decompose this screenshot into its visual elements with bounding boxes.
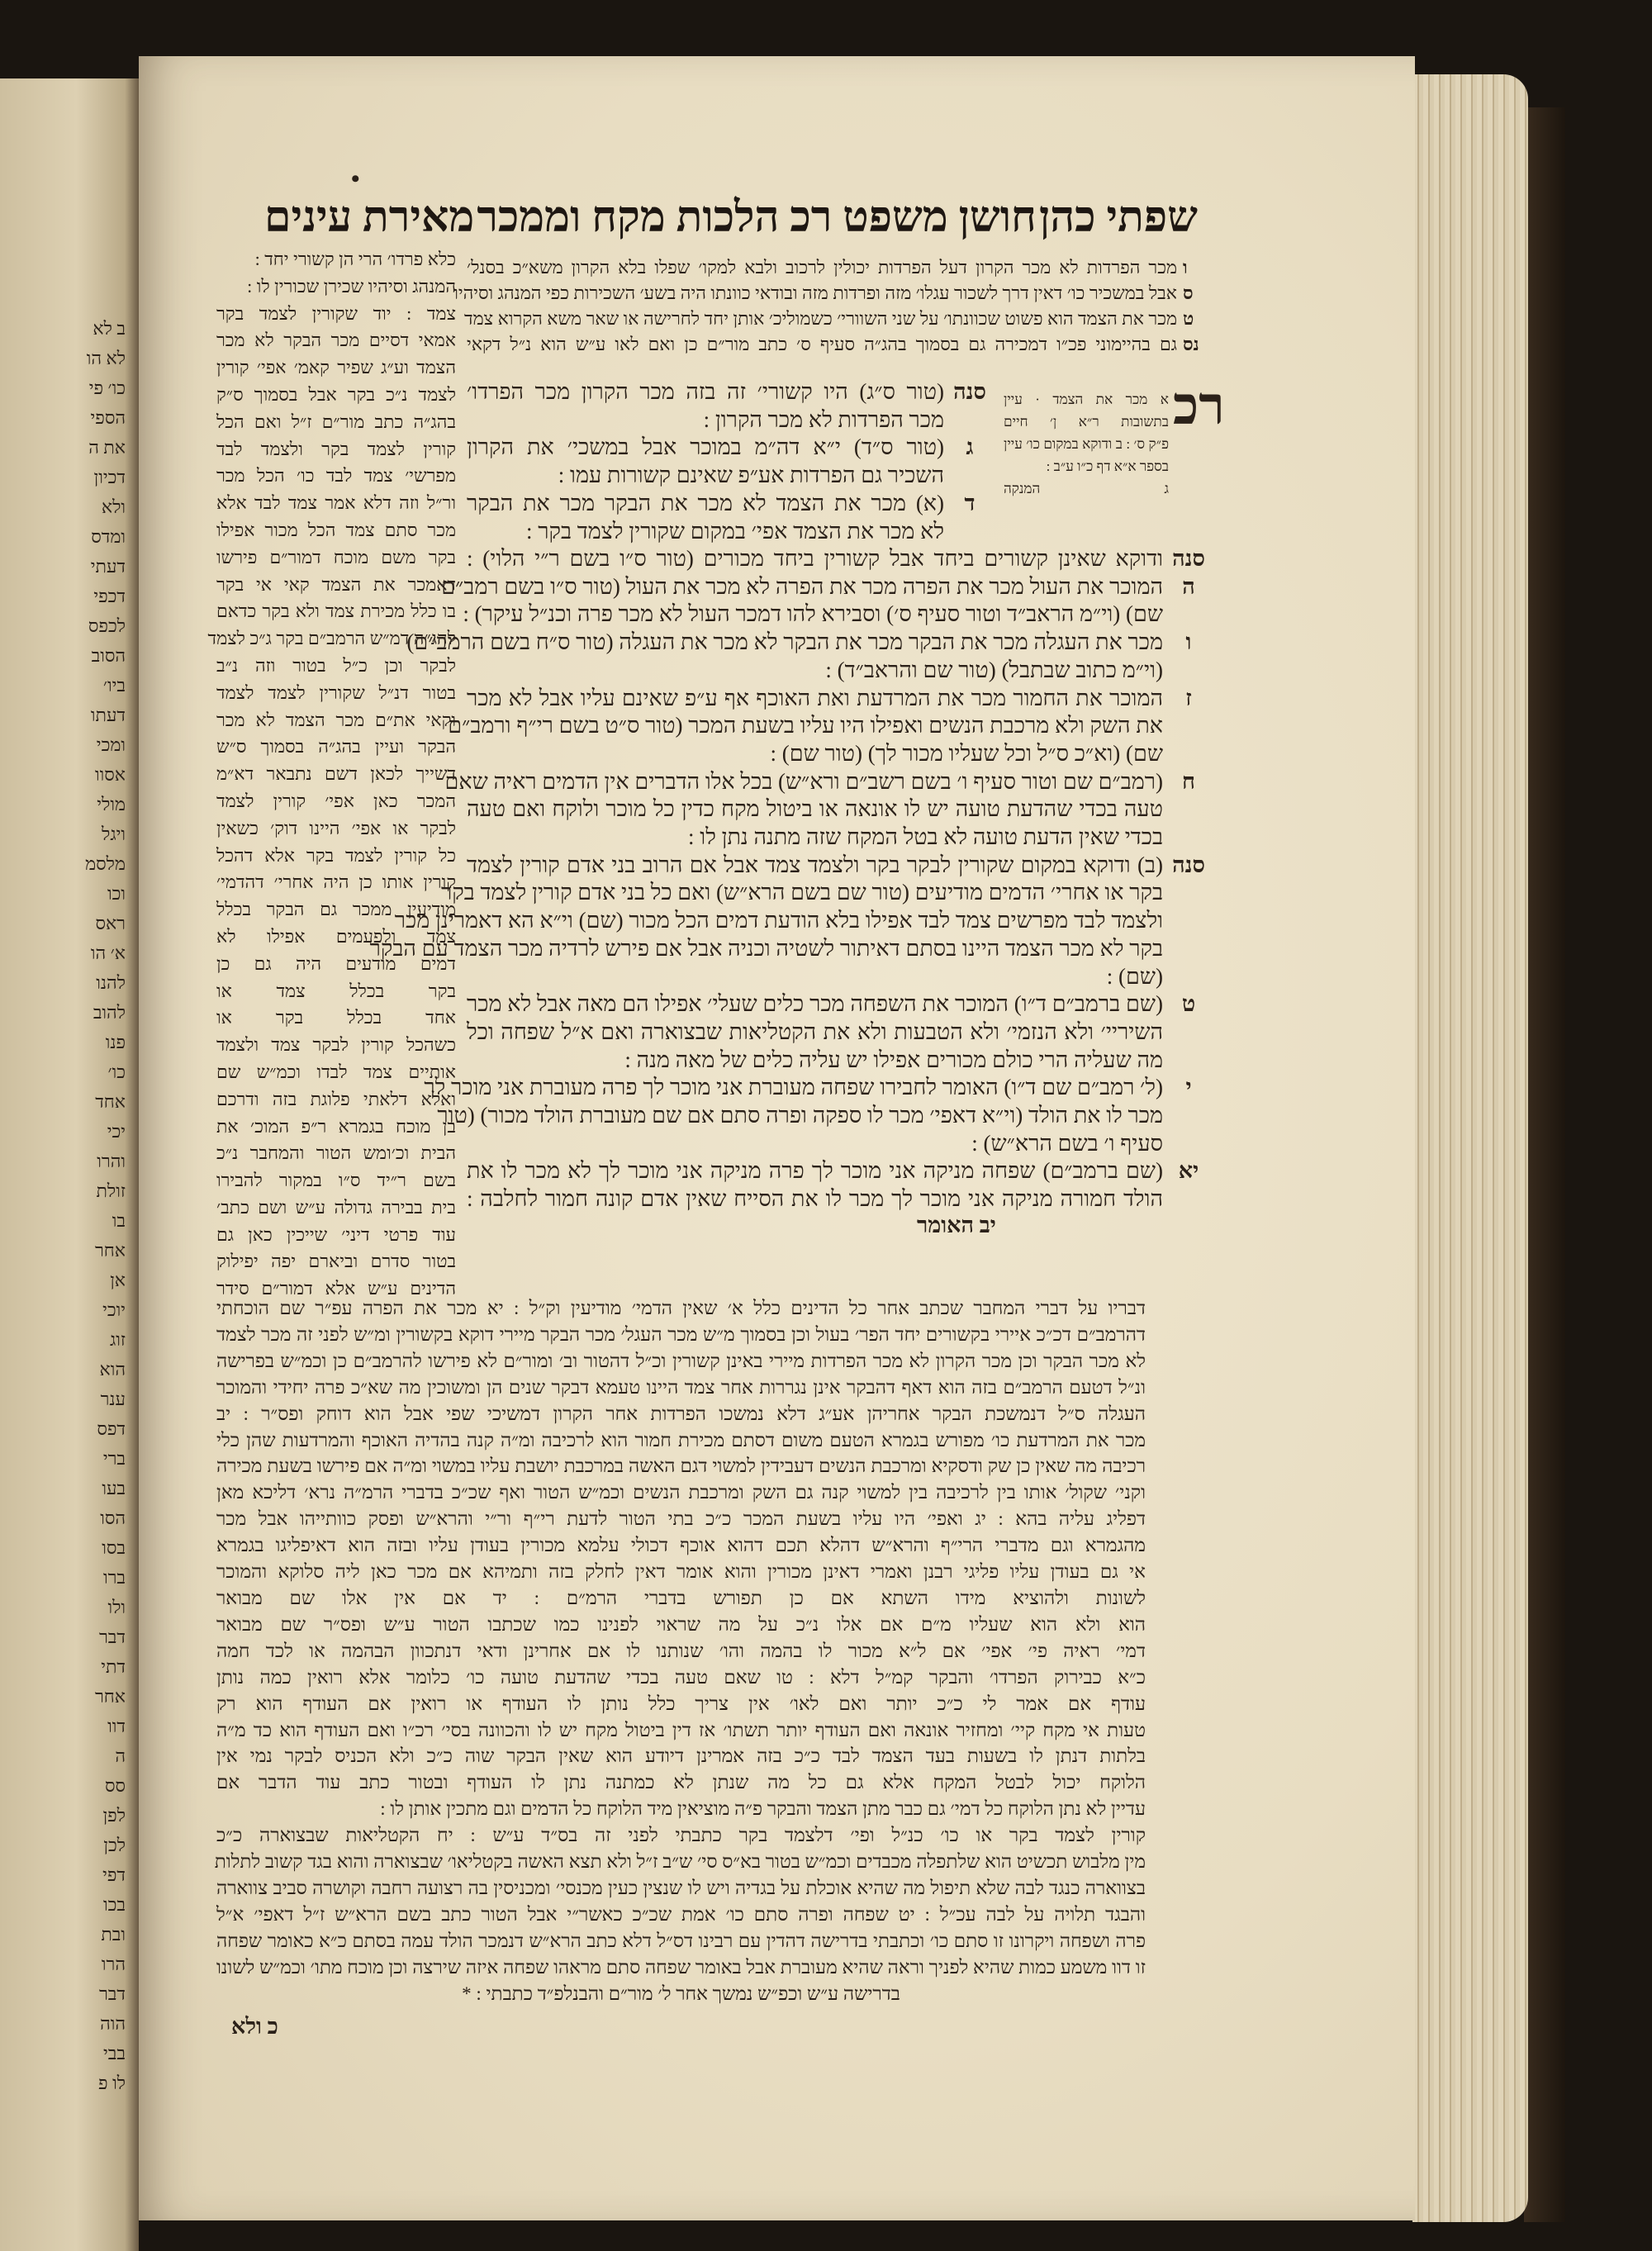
text-line-content: סעיף ו׳ בשם הרא״ש) : (971, 1130, 1163, 1156)
facing-page-line: והרו (97, 1151, 126, 1171)
commentary-line: בשם ר״יד ס״ו במקור להבירו (216, 1170, 456, 1191)
commentary-line: דבריו על דברי המחבר שכתב אחר כל הדינים כלל א׳ שאין הדמי׳ מודיעין וק״ל : יא מכר את הפרה עפ״ר שם הוכחתי (216, 1298, 1146, 1318)
commentary-line: מודיעין ממכר גם הבקר בכלל (216, 899, 456, 920)
commentary-line: צמד : יוד שקורין לצמד בקר (216, 302, 456, 324)
commentary-line: לבקר או אפי׳ היינו דוק׳ כשאין (216, 817, 456, 838)
text-line (467, 1019, 1214, 1047)
next-section-heading: יב האומר (917, 1213, 996, 1237)
facing-page-line: דבר (99, 1983, 126, 2004)
text-line (441, 573, 1214, 601)
commentary-marker: ו (1183, 257, 1188, 278)
header-left-title: מאירת עינים (264, 193, 475, 241)
commentary-line: לשונות ולהוציא מידו השתא אם כן תפורש בדברי הרמ״ם : יד אם אין אלו שם מבואר (216, 1587, 1146, 1608)
commentary-line: דמים מודעים היה גם כן (216, 952, 456, 974)
paragraph-marker: סנה (1172, 852, 1205, 877)
facing-page-line: סס (104, 1775, 126, 1796)
facing-page-line: דכפי (93, 586, 126, 606)
text-line-content: את השק ולא מרכבת הנשים ואפילו היו עליו בשעת המכר (טור ס״ט בשם רי״ף ורמב״ם (448, 713, 1163, 738)
paragraph-marker (1163, 740, 1214, 768)
text-line-content: מכר את העגלה מכר את הבקר מכר את הבקר לא מכר את העגלה (טור ס״ח בשם הרמב״ם) (406, 629, 1163, 655)
text-line (467, 657, 1214, 685)
facing-page-line: דעתו (90, 705, 126, 725)
paragraph-marker: סנה (953, 379, 986, 404)
commentary-line: מפרשי׳ צמד לבד כו׳ הכל מכר (216, 465, 456, 487)
text-line-content: לא מכר את הצמד אפי׳ במקום שקורין לצמד בקר : (526, 518, 944, 544)
text-line-content: מה שעליה הרי כולם מכורים אפילו יש עליה כלים של מאה מנה : (624, 1047, 1163, 1072)
facing-page (0, 78, 139, 2251)
facing-page-line: ביו׳ (102, 675, 126, 696)
commentary-line: אמאי דסיים מכר הבקר לא מכר (216, 330, 456, 351)
commentary-line: פרה ושפחה ויקרונו זו סתם כו׳ וכתבתי בדרישה דהדין עם רבינו דס״ל דלא כתב הרא״ש דנמכר הולד עמה בסתם כ״א כאומר שפחה (216, 1930, 1146, 1951)
facing-page-line: כו׳ פי (88, 378, 126, 398)
commentary-marker: ט (1183, 308, 1194, 329)
commentary-line: רכיבה מה שאין כן שק ודסקיא ומרכבת הנשים דעבידין למשוי דגם האשה במרכבת יושבת עליו במשוי ומ״ה אם פירשו בשעת מכירה (216, 1456, 1146, 1477)
commentary-line: בצווארה כנגד לבה שלא תיפול מה שהיא אוכלת על בגדיה ויש לו שנצין כעין מכנסי׳ ומכניסין בה רצועה רחבה וקושרה סביב צווארה (216, 1877, 1146, 1898)
text-line (467, 462, 995, 490)
commentary-line: בית בבירה גדולה ע״ש ושם כתב׳ (216, 1196, 456, 1218)
text-line-content: השיריי׳ ולא הנזמי׳ ולא הטבעות ולא את הקטליאות שבצוארה ואם א״ל שפחה וכל (467, 1019, 1163, 1044)
commentary-marker: ס (1183, 283, 1194, 303)
commentary-line: זו דוו משמע כמות שהיא לפניך וראה שהיא מעוברת אבל באומר שפחה סתם מראהו שפחה איזה שירצה וכן מוכח מתו׳ וכמ״ש לשונו (216, 1956, 1146, 1978)
paragraph-marker: ה (1182, 573, 1195, 599)
commentary-line: לבקר וכן כ״ל בטור וזה נ״ב (216, 654, 456, 676)
text-line (440, 879, 1214, 907)
text-line-content: (שם ברמב״ם) שפחה מניקה אני מוכר לך פרה מניקה אני מוכר לך לא מכר לו את (467, 1158, 1163, 1184)
facing-page-line: אחר (94, 1686, 126, 1707)
commentary-line: עודף אם אמר לי כ״כ יותר ואם לאו׳ אין צריך כלל נותן לו העודף או רואין אם העודף הוא רק (216, 1693, 1146, 1714)
text-line (369, 935, 1214, 963)
text-line (467, 1130, 1214, 1158)
commentary-line: לא מכר הבקר וכן מכר הקרון לא מכר הפרדות מיירי באינן קשורין וכ״ל דהטור וב׳ ומור״ם לא פירשו להרמב״ם כן וכמ״ש בפרישה (216, 1350, 1146, 1371)
text-line (467, 378, 995, 406)
commentary-line: אחד בכלל בקר או (216, 1007, 456, 1028)
text-line-content: (רמב״ם שם וטור סעיף ו׳ בשם רשב״ם ורא״ש) בכל אלו הדברים אין הדמים ראיה שאם (444, 768, 1163, 794)
facing-page-line: דתי (101, 1656, 126, 1677)
facing-page-line: הספי (90, 407, 126, 428)
text-line-content: מכר הפרדות לא מכר הקרון : (703, 406, 944, 432)
text-line-content: מכר לו את הולד (וי״א דאפי׳ מכר לו ספקה ופרה סתם אם שם מעוברת הולד מכור) (טור (437, 1103, 1163, 1128)
text-line (394, 907, 1214, 935)
facing-page-line: יכי (107, 1121, 126, 1142)
paragraph-marker (944, 518, 995, 546)
book-cover-edge (1524, 107, 1565, 2222)
facing-page-line: ב לא (93, 318, 126, 339)
commentary-line: להג״ה דמ״ש הרמב״ם בקר ג״כ לצמד (207, 628, 456, 649)
commentary-line: והבגד תלויה על לבה עכ״ל : יט שפחה ופרה סתם כו׳ אמת שכ״כ כאשר״י אבל הטור כתב בשם הרא״ש ז״ל דאפי׳ א״ל (216, 1903, 1146, 1925)
paragraph-marker (1163, 1185, 1214, 1213)
commentary-line: העגלה ס״ל דנמשכת הבקר אחריהן אע״ג דלא נמשכו הפרדות אחר הקרון דמשיכי שפי אבל הוא דוחק ופס״ר : יב (216, 1403, 1146, 1424)
commentary-line: המכר כאן אפי׳ קורין לצמד (216, 790, 456, 811)
facing-page-line: בכו (103, 1894, 126, 1915)
text-line-content: בקר לא מכר הצמד היינו בסתם דאיתור לשטיה וכניה אבל אם פירש לרדיה מכר הצמד עם הבקר (369, 935, 1163, 961)
facing-page-line: יוכי (102, 1299, 126, 1320)
paragraph-marker (1163, 712, 1214, 740)
facing-page-line: בו (112, 1210, 126, 1231)
commentary-line: מכר סתם צמד הכל מכור אפילו (216, 519, 456, 540)
commentary-line: לצמד נ״כ בקר אבל בסמוך ס״ק (216, 383, 456, 405)
facing-page-line: לא הו (86, 348, 126, 368)
text-line-content: הולד חמורה מניקה אני מוכר לך מכר לו את הסייח שאין אדם קונה חמור לחלבה : (467, 1186, 1163, 1212)
commentary-line: עדיין לא נתן הלוקח כל דמי׳ גם כבר מתן הצמד והבקר פ״ה מוציאין מיד הלוקח כל הדמים וגם מתכין אותן לו : (380, 1798, 1146, 1820)
commentary-line: מכר הפרדות לא מכר הקרון דעל הפרדות יכולין לרכוב ולבא למקו׳ שפלו בלא הקרון משא״כ בסנל׳ (467, 257, 1177, 278)
note-line: ג המנקה (1004, 481, 1169, 496)
text-line (467, 1047, 1214, 1075)
facing-page-line: אחד (95, 1091, 126, 1112)
paragraph-marker (1163, 935, 1214, 963)
facing-page-line: דכיון (93, 467, 126, 487)
commentary-line: קורין לצמד בקר או כו׳ כנ״ל ופי׳ דלצמד בקר כתבתי לפני זה בס״ד ע״ש : יח הקטליאות שבצוארה כ״כ (216, 1825, 1146, 1846)
paragraph-marker: סנה (1172, 546, 1205, 571)
text-line (467, 852, 1214, 880)
paragraph-marker (1163, 879, 1214, 907)
paragraph-marker (1163, 1130, 1214, 1158)
running-header (264, 188, 1198, 246)
facing-page-text (10, 314, 126, 2098)
paragraph-marker (944, 462, 995, 490)
text-line (467, 685, 1214, 713)
header-ornament: • (351, 165, 360, 192)
text-line (444, 768, 1214, 796)
commentary-line: הצמד וע״ג שפיר קאמ׳ אפי׳ קורין (216, 357, 456, 378)
commentary-line: עוד פרטי דיני׳ שייכין כאן גם (216, 1223, 456, 1245)
commentary-line: קורין אותו כן היה אחרי׳ דהדמי׳ (216, 871, 456, 893)
facing-page-line: ענר (100, 1389, 126, 1409)
facing-page-line: ובת (101, 1924, 126, 1945)
header-center-title: חושן משפט רכ הלכות מקח וממכר (477, 193, 1037, 241)
text-line-content: שם) (וא״כ ס״ל וכל שעליו מכור לך) (טור שם) : (770, 740, 1163, 766)
marginal-note (1004, 388, 1169, 500)
commentary-line: טעות אי מקח קיי׳ ומחזיר אונאה ואם העודף יותר תשתו׳ אז דין ביטול מקח יש לו והכוונה בסי׳ רכ״ו ואם העודף הוא כד מ״ה (216, 1719, 1146, 1740)
facing-page-line: אסוו (95, 764, 126, 785)
commentary-line: המנהג וסיהיו שכירן שכורין לו : (247, 275, 456, 297)
text-line-content: המוכר את החמור מכר את המרדעת ואת האוכף אף ע״פ שאינם עליו אבל לא מכר (467, 685, 1163, 710)
facing-page-line: ולו (107, 1597, 126, 1617)
text-line (467, 740, 1214, 768)
paragraph-marker: ג (966, 435, 974, 460)
text-line (467, 963, 1214, 991)
facing-page-line: ברי (102, 1448, 126, 1469)
facing-page-line: ולא (101, 496, 126, 517)
page-edges (1412, 74, 1528, 2222)
commentary-line: הבית וכ׳ומש הטור והמחבר נ״כ (216, 1142, 456, 1164)
text-line (467, 990, 1214, 1019)
text-line (424, 1074, 1214, 1102)
commentary-line: קורין לצמד בקר ולצמד לבד (216, 438, 456, 459)
commentary-line: הוא ולא הוא שעליו מ״ם אם אלו נ״כ על מה שראוי לפנינו כמו שכתבו הטור ע״ש ופס״ר שם מבואר (216, 1613, 1146, 1635)
text-line (467, 490, 995, 518)
commentary-line: דהרמב״ם דכ״כ איירי בקשורים יחד הפר׳ בעול וכן בסמוך מ״ש מכר העגל׳ מכר הבקר מיירי דוקא בקשורין ומ״ש לפני זה מכר לצמד (216, 1323, 1146, 1345)
commentary-line: בו כלל מכירת צמד ולא בקר כדאם (216, 601, 456, 622)
text-line (467, 434, 995, 462)
facing-page-line: זוג (109, 1329, 126, 1350)
facing-page-line: לכן (103, 1835, 126, 1855)
text-line-content: טעה בכדי שהדעת טועה יש לו אונאה או ביטול מקח כדין כל מוכר ולוקח ואם טעה (467, 796, 1163, 822)
commentary-line: בטור סדרם וביארם יפה יפילוק (216, 1251, 456, 1272)
text-line-content: השכיר גם הפרדות אע״פ שאינם קשורות עמו : (558, 463, 944, 488)
text-line-content: בקר או אחרי׳ הדמים מודיעים (טור שם בשם הרא״ש) ואם כל בני אדם קורין לצמד בקר (440, 880, 1163, 905)
text-line (467, 824, 1214, 852)
header-right-title: שפתי כהן (1038, 193, 1198, 241)
commentary-line: הבקר ועיין בהג״ה בסמוך ס״ש (216, 736, 456, 757)
paragraph-marker: ז (1185, 685, 1192, 710)
text-line (467, 1157, 1214, 1185)
facing-page-line: הסו (100, 1508, 126, 1528)
paragraph-marker: יא (1178, 1158, 1199, 1184)
facing-page-line: בבי (103, 2043, 126, 2063)
top-commentary-markers (1183, 254, 1208, 357)
commentary-line: הלוקח יכול לבטל המקח אלא גם כל מה שנתן לא כמתנה נתן לו העודף ובטור כתב עוד הדבר אם (216, 1772, 1146, 1793)
text-line-content: (טור ס״ד) י״א דה״מ במוכר אבל במשכי׳ את הקרון (467, 435, 944, 460)
commentary-line: ונ״ל דטעם הרמב״ם בזה הוא דאף דהבקר אינן נגררות אחר צמד היינו טעמא דבקר שנים הן ומשוכין מה שא״כ פרה יחידי והמוכר (216, 1376, 1146, 1398)
text-line-content: ולצמד לבד מפרשים צמד לבד אפילו בלא הודעת דמים הכל מכור (שם) וי״א הא דאמרינן מכר (394, 908, 1163, 933)
commentary-line: דפליג עליה בהא : יג ואפי׳ היו עליו בשעת המכר כ״כ בתי הטור לדעת רי״ף ור״י והרא״ש ופסק כוותייהו אבל מכר (216, 1508, 1146, 1530)
commentary-line: וקני׳ שקול׳ אותו בין לרכיבה בין למשוי קנה גם השק ומרכבת הנשים וכמ״ש הטור ואף שכ״כ בדברי הרמ״ה נרא׳ דליכא מאן (216, 1482, 1146, 1503)
facing-page-line: להנו (96, 972, 126, 993)
commentary-line: דמי׳ ראיה פי׳ אפי׳ אם ל״א מכור לו בהמה והו׳ שנותנו לו אם אחרינן ודאי דנתכוון הבהמה או לכד חמה (216, 1640, 1146, 1661)
facing-page-line: דפי (102, 1864, 126, 1885)
paragraph-marker (944, 406, 995, 435)
facing-page-line: הרו (101, 1954, 126, 1974)
text-line (467, 545, 1214, 573)
facing-page-line: את ה (88, 437, 126, 458)
bottom-commentary (216, 1295, 1146, 2006)
commentary-line: מהגמרא וגם מדברי הרי״ף והרא״ש דהלא תכם דהוא אוכף דכולי עלמא מכורין בעודן עליו ובזה הוא דאיפליגו בגמרא (216, 1535, 1146, 1556)
text-line-content: (ל׳ רמב״ם שם ד״ו) האומר לחבירו שפחה מעוברת אני מוכר לך פרה מעוברת אני מוכר לך (424, 1075, 1163, 1100)
facing-page-line: אן (110, 1270, 126, 1290)
commentary-line: אבל במשכיר כו׳ דאין דרך לשכור עגלו׳ מזה ופרדות מזה ובודאי כוונתו היה בשע׳ השכירות כפי המנהג וסיהיו (453, 283, 1177, 303)
commentary-line: כשהכל קורין לבקר צמד ולצמד (216, 1034, 456, 1056)
facing-page-line: כו׳ (107, 1061, 126, 1082)
commentary-line: גם בהיימוני פכ״ו דמכירה גם בסמוך בהג״ה סעיף ס׳ כתב מור״ם כן ואם לאו ע״ש הוא נ״ל דקאי (467, 334, 1177, 354)
commentary-line: מכר את הצמד הוא פשוט שכוונתו׳ על שני השוורי׳ כשמוליכ׳ אותן יחד לחרישה או שאר משא הקרוא צמד (464, 308, 1177, 329)
commentary-line: בקר משם מוכח דמור״ם פירשו (216, 546, 456, 567)
commentary-line: בקר בכלל צמד או (216, 980, 456, 1001)
facing-page-line: הוה (100, 2013, 126, 2034)
text-line-content: ודוקא שאינן קשורים ביחד אבל קשורין ביחד מכורים (טור ס״ו בשם ר״י הלוי) : (467, 546, 1163, 571)
facing-page-line: בעו (102, 1478, 126, 1498)
paragraph-marker: ח (1182, 768, 1195, 794)
main-text (369, 545, 1214, 1213)
paragraph-marker (1163, 601, 1214, 629)
text-line-content: (שם ברמב״ם ד״ו) המוכר את השפחה מכר כלים שעלי׳ אפילו הם מאה אבל לא מכר (467, 991, 1163, 1017)
facing-page-line: אחר (94, 1240, 126, 1261)
facing-page-line: לפן (102, 1805, 126, 1826)
facing-page-line: ומכי (96, 734, 126, 755)
text-line (467, 1185, 1214, 1213)
note-line: פ״ק ס׳ : ב ודוקא במקום כו׳ עיין (1004, 436, 1169, 452)
commentary-line: אותיים צמד לבדו וכמ״ש שם (216, 1061, 456, 1082)
paragraph-marker (1163, 824, 1214, 852)
facing-page-line: דוו (107, 1716, 126, 1736)
text-line (463, 601, 1214, 629)
note-line: א מכר את הצמד · עיין (1004, 392, 1169, 407)
facing-page-line: מלסמ (85, 853, 126, 874)
paragraph-marker (1163, 795, 1214, 824)
commentary-line: בדרישה ע״ש וכפ״ש נמשך אחר ל׳ מור״ם והבנלפ״ד כתבתי : * (462, 1983, 900, 2004)
commentary-line: בן מוכח בגמרא ר״פ המוכ׳ את (216, 1115, 456, 1137)
commentary-line: מין מלבוש תכשיט הוא שלתפלה מכבדים וכמ״ש בטור בא״ס סי׳ ש״ב ז״ל ולא תצא האשה בקטליאו׳ שבצוארה והוא בגד קשוב לתלות (214, 1851, 1146, 1873)
facing-page-line: הסוב (91, 645, 126, 666)
text-line-content: שם) (וי״מ הראב״ד וטור סעיף ס׳) וסבירא להו דמכר העול לא מכר פרה וכנ״ל עיקר) : (463, 601, 1163, 627)
commentary-line: בטור דנ״ל שקורין לצמד לצמד (216, 681, 456, 703)
commentary-line: בהג״ה כתב מור״ם ז״ל ואם הכל (216, 411, 456, 432)
commentary-line: כ״א כבירוק הפרדו׳ והבקר קמ״ל דלא : טו שאם טעה בכדי שהדעת טועה כו׳ כלומר אלא רואין כמה נותן (216, 1666, 1146, 1688)
note-line: בתשובות ר״א ן׳ חיים (1004, 414, 1169, 430)
facing-page-line: וכו (107, 883, 126, 904)
facing-page-line: ויגל (102, 824, 126, 844)
facing-page-line: בסו (102, 1537, 126, 1558)
text-line (467, 518, 995, 546)
paragraph-marker: ט (1181, 991, 1196, 1017)
facing-page-line: ראס (95, 913, 126, 933)
text-line-content: המוכר את העול מכר את הפרה מכר את הפרה לא מכר את העול (טור ס״ו בשם רמב״ם (441, 573, 1163, 599)
commentary-line: דאמכר את הצמד קאי אי בקר (216, 573, 456, 595)
facing-page-line: א׳ הו (90, 943, 126, 963)
commentary-line: כל קורין לצמד בקר אלא דהכל (216, 844, 456, 866)
text-line-content: (טור ס״ג) היו קשורי׳ זה בזה מכר הקרון מכר הפרדו׳ (467, 379, 944, 404)
text-line-content: (שם) : (1106, 963, 1163, 989)
paragraph-marker: ו (1185, 629, 1192, 655)
text-line (437, 1102, 1214, 1130)
text-line (467, 795, 1214, 824)
text-line-content: (וי״מ כתוב שבתבל) (טור שם והראב״ד) : (825, 657, 1163, 682)
paragraph-marker (1163, 1019, 1214, 1047)
paragraph-marker (1163, 1102, 1214, 1130)
siman-number: רכ (1173, 377, 1225, 435)
paragraph-marker (1163, 1047, 1214, 1075)
facing-page-line: דעתי (90, 556, 126, 577)
main-text-narrow (467, 378, 995, 545)
text-line-content: (א) מכר את הצמד לא מכר את הבקר מכר את הבקר (467, 490, 944, 515)
text-line (467, 406, 995, 435)
paragraph-marker (1163, 907, 1214, 935)
facing-page-line: הוא (99, 1359, 126, 1380)
paragraph-marker: י (1185, 1075, 1192, 1100)
facing-page-line: ברו (102, 1567, 126, 1588)
commentary-line: ואלא דלאתי פלוגת בזה ודרכם (216, 1088, 456, 1109)
top-commentary (453, 254, 1177, 357)
catchword: כ ולא (231, 2014, 278, 2039)
facing-page-line: להוב (93, 1002, 126, 1023)
paragraph-marker (1163, 963, 1214, 991)
facing-page-line: דפס (97, 1418, 126, 1439)
paragraph-marker (1163, 657, 1214, 685)
commentary-line: כלא פרדו׳ הרי הן קשורי יחד : (254, 249, 456, 269)
facing-page-line: ומדס (91, 526, 126, 547)
commentary-line: בלתות דנתן לו בשעות בעד הצמד לבד כ״כ בזה אמרינן דיודע הוא שאין הבקר שוה כ״כ ולא הכניס לבקר נמי אין (216, 1745, 1146, 1767)
facing-page-line: ה (115, 1745, 126, 1766)
commentary-line: צמד ולפעמים אפילו לא (216, 925, 456, 947)
text-line (448, 712, 1214, 740)
commentary-line: דשייך לכאן דשם נתבאר דא״מ (216, 763, 456, 785)
facing-page-line: לו פ (98, 2073, 126, 2093)
facing-page-line: פנו (105, 1032, 126, 1052)
facing-page-line: מולי (97, 794, 126, 814)
commentary-marker: נס (1183, 334, 1199, 354)
note-line: בספר א״א דף כ״ו ע״ב : (1046, 458, 1169, 474)
commentary-line: ור״ל וזה דלא אמר צמד לבד אלא (216, 492, 456, 514)
commentary-line: וקאי את״ם מכר הצמד לא מכר (216, 709, 456, 730)
commentary-line: הדינים ע״ש אלא דמור״ם סידר (216, 1278, 456, 1299)
commentary-line: אי גם בעודן עליו פליגי רבנן ואמרי דאינן מכורין והוא אומר דאין לחלק בזה ותמיהא אם מכר כאן ליה סלוקא והמוכר (216, 1561, 1146, 1583)
text-line (406, 629, 1214, 657)
facing-page-line: זולת (96, 1180, 126, 1201)
facing-page-line: לכפס (88, 615, 126, 636)
paragraph-marker: ד (964, 490, 976, 515)
shach-commentary-column (207, 246, 456, 1303)
text-line-content: בכדי שאין הדעת טועה לא בטל המקח שזה מתנה נתן לו : (688, 824, 1163, 850)
facing-page-line: דבר (99, 1627, 126, 1647)
text-line-content: (ב) ודוקא במקום שקורין לבקר בקר ולצמד צמד אבל אם הרוב בני אדם קורין לצמד (467, 852, 1163, 877)
commentary-line: מכר את המרדעת כו׳ מפורש בגמרא הטעם משום דסתם מכירת חמור הוא לרכיבה ומ״ה קנה בהדיה האוכף והמרדעות שהן כלי (216, 1429, 1146, 1451)
